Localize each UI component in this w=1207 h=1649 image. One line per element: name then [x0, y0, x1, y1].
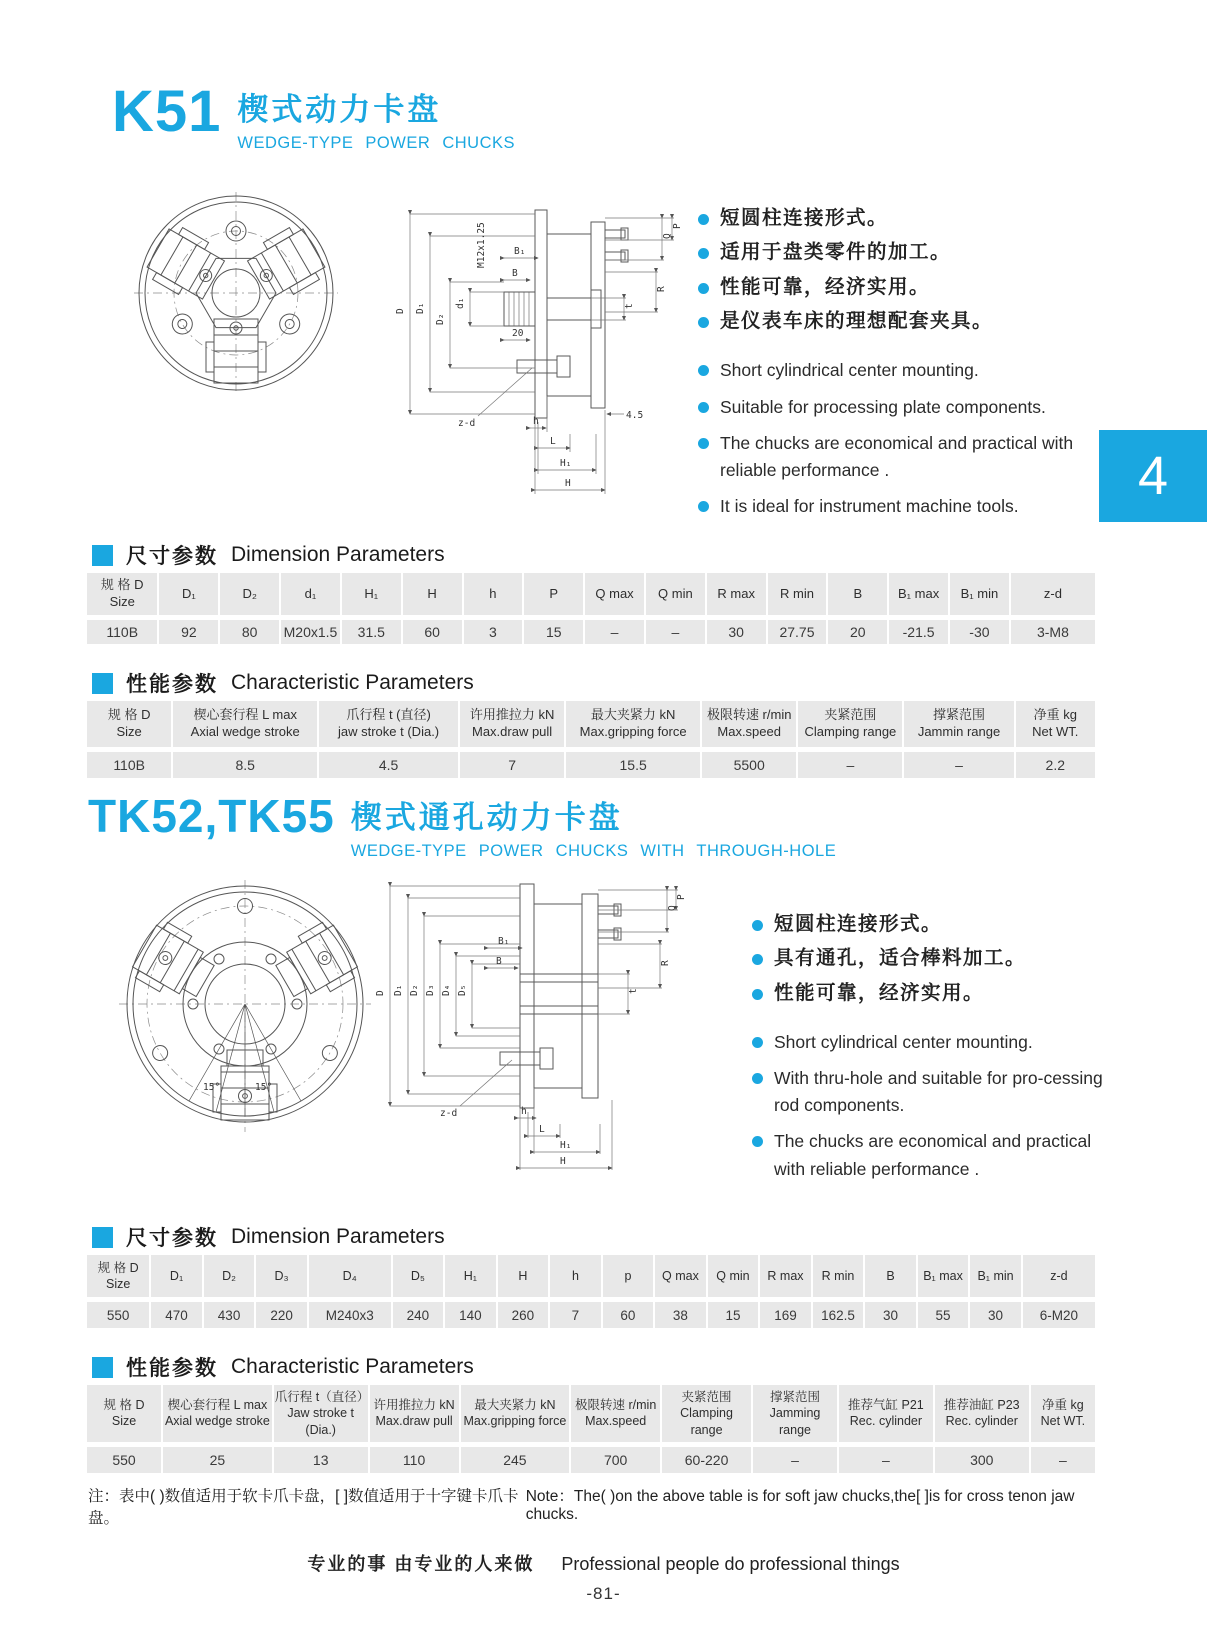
- col-header: D₃: [256, 1255, 307, 1297]
- col-header: 净重 kg Net WT.: [1031, 1385, 1095, 1442]
- k51-title-block: [112, 79, 516, 153]
- cell: 15: [524, 620, 583, 644]
- cell: –: [585, 620, 644, 644]
- k51-dimension-table: [85, 568, 1097, 649]
- col-header: 许用推拉力 kN Max.draw pull: [460, 701, 564, 747]
- tk-title-cn: 楔式通孔动力卡盘: [350, 800, 623, 835]
- cell: 7: [550, 1302, 601, 1328]
- k51-dimension-table-wrap: [85, 568, 1097, 649]
- note-en: Note：The( )on the above table is for soft jaw chucks,the[ ]is for cross tenon jaw chucks.: [525, 1488, 1075, 1523]
- bullet-icon: [752, 920, 763, 931]
- col-header: 爪行程 t (直径) jaw stroke t (Dia.): [319, 701, 458, 747]
- k51-characteristic-table-wrap: [85, 696, 1097, 783]
- cell: 550: [87, 1447, 161, 1473]
- tk-model-name: TK52,TK55: [88, 790, 335, 842]
- col-header: B₁ max: [889, 573, 948, 615]
- col-header: R max: [760, 1255, 811, 1297]
- bullet-icon: [698, 402, 709, 413]
- col-header: D₁: [159, 573, 218, 615]
- heading-en: Characteristic Parameters: [231, 1355, 474, 1378]
- col-header: 规 格 D Size: [87, 1255, 149, 1297]
- col-header: Q min: [708, 1255, 759, 1297]
- heading-cn: 尺寸参数: [126, 1227, 218, 1250]
- feature-text-cn: 性能可靠，经济实用。: [720, 275, 931, 298]
- cell: 550: [87, 1302, 149, 1328]
- dim-label-Q: Q: [667, 905, 678, 911]
- dim-label-45: 4.5: [626, 410, 644, 421]
- header-row: [87, 573, 1095, 615]
- heading-en: Dimension Parameters: [231, 543, 445, 566]
- col-header: 净重 kg Net WT.: [1016, 701, 1095, 747]
- k51-model-name: K51: [112, 79, 222, 144]
- col-header: z-d: [1011, 573, 1095, 615]
- col-header: 最大夹紧力 kN Max.gripping force: [566, 701, 700, 747]
- k51-dimension-heading: [92, 540, 445, 570]
- list-item: [698, 275, 1134, 300]
- cell: M20x1.5: [281, 620, 340, 644]
- cell: 38: [655, 1302, 706, 1328]
- feature-text-en: The chucks are economical and practical with reliable performance .: [720, 432, 1074, 480]
- cell: –: [646, 620, 705, 644]
- col-header: 楔心套行程 L max Axial wedge stroke: [173, 701, 317, 747]
- section-marker-icon: [92, 1357, 113, 1378]
- cell: 700: [571, 1447, 660, 1473]
- col-header: Q min: [646, 573, 705, 615]
- col-header: B₁ min: [970, 1255, 1021, 1297]
- cell: 3-M8: [1011, 620, 1095, 644]
- col-header: 夹紧范围 Clamping range: [662, 1385, 751, 1442]
- feature-text-cn: 性能可靠，经济实用。: [774, 981, 985, 1004]
- feature-text-cn: 是仪表车床的理想配套夹具。: [720, 310, 994, 333]
- tk-characteristic-table-wrap: [85, 1380, 1097, 1478]
- k51-title-en: WEDGE-TYPE POWER CHUCKS: [237, 134, 516, 152]
- col-header: 爪行程 t（直径） Jaw stroke t (Dia.): [274, 1385, 368, 1442]
- footer-slogan-cn: 专业的事 由专业的人来做: [307, 1554, 535, 1574]
- dim-label-zd: z-d: [440, 1108, 458, 1119]
- dim-label-H1: H₁: [560, 458, 572, 469]
- list-item: [752, 946, 1124, 971]
- col-header: R max: [707, 573, 766, 615]
- bullet-icon: [752, 1037, 763, 1048]
- col-header: B: [865, 1255, 916, 1297]
- col-header: 推荐油缸 P23 Rec. cylinder: [935, 1385, 1029, 1442]
- col-header: 极限转速 r/min Max.speed: [571, 1385, 660, 1442]
- list-item: [698, 206, 1134, 231]
- cell: -21.5: [889, 620, 948, 644]
- k51-title-text: [237, 84, 515, 153]
- cell: 4.5: [319, 752, 458, 778]
- dim-label-h: h: [521, 1106, 527, 1117]
- cell: M240x3: [309, 1302, 391, 1328]
- cell: 245: [461, 1447, 570, 1473]
- cell: 60: [403, 620, 462, 644]
- cell: 80: [220, 620, 279, 644]
- feature-text-en: Short cylindrical center mounting.: [774, 1032, 1033, 1053]
- bullet-icon: [698, 283, 709, 294]
- heading-en: Characteristic Parameters: [231, 671, 474, 694]
- col-header: D₂: [220, 573, 279, 615]
- col-header: D₂: [204, 1255, 255, 1297]
- footer-slogan: [0, 1550, 1207, 1576]
- dim-label-d1: d₁: [455, 297, 466, 309]
- feature-text-cn: 具有通孔，适合棒料加工。: [774, 947, 1027, 970]
- tk-characteristic-heading: [92, 1352, 474, 1382]
- dim-label-P: P: [676, 894, 687, 900]
- cell: 13: [274, 1447, 368, 1473]
- bullet-icon: [752, 954, 763, 965]
- feature-text-cn: 短圆柱连接形式。: [774, 913, 943, 935]
- feature-text-en: With thru-hole and suitable for pro-cessing rod components.: [774, 1068, 1103, 1116]
- list-item: [698, 240, 1134, 265]
- tk-dimension-table: [85, 1250, 1097, 1333]
- feature-text-en: Short cylindrical center mounting.: [720, 360, 979, 381]
- heading-en: Dimension Parameters: [231, 1225, 445, 1248]
- list-item: [752, 981, 1124, 1006]
- list-item: [752, 1128, 1124, 1182]
- cell: 169: [760, 1302, 811, 1328]
- dim-label-L: L: [539, 1124, 545, 1135]
- col-header: H₁: [445, 1255, 496, 1297]
- cell: 30: [707, 620, 766, 644]
- bullet-icon: [698, 365, 709, 376]
- dim-label-D3: D₃: [425, 984, 436, 996]
- col-header: 撑紧范围 Jammin range: [904, 701, 1013, 747]
- table-row: [87, 1447, 1095, 1473]
- chapter-tab: 4: [1099, 430, 1207, 522]
- header-row: [87, 1255, 1095, 1297]
- tk-front-view-drawing: [115, 878, 375, 1134]
- cell: 92: [159, 620, 218, 644]
- col-header: H₁: [342, 573, 401, 615]
- col-header: 夹紧范围 Clamping range: [798, 701, 902, 747]
- col-header: H: [498, 1255, 549, 1297]
- section-marker-icon: [92, 545, 113, 566]
- col-header: h: [550, 1255, 601, 1297]
- section-marker-icon: [92, 1227, 113, 1248]
- tk-dimension-table-wrap: [85, 1250, 1097, 1333]
- table-row: [87, 620, 1095, 644]
- dim-label-L: L: [550, 436, 556, 447]
- tk-title-en: WEDGE-TYPE POWER CHUCKS WITH THROUGH-HOLE: [350, 842, 837, 860]
- header-row: [87, 1385, 1095, 1442]
- feature-text-cn: 短圆柱连接形式。: [720, 207, 889, 229]
- tk-characteristic-table: [85, 1380, 1097, 1478]
- col-header: 楔心套行程 L max Axial wedge stroke: [163, 1385, 272, 1442]
- cell: 110: [370, 1447, 459, 1473]
- cell: 3: [464, 620, 523, 644]
- col-header: 许用推拉力 kN Max.draw pull: [370, 1385, 459, 1442]
- bullet-icon: [698, 501, 709, 512]
- k51-characteristic-table: [85, 696, 1097, 783]
- cell: 55: [918, 1302, 969, 1328]
- cell: 31.5: [342, 620, 401, 644]
- dim-label-H: H: [560, 1156, 566, 1167]
- col-header: B₁ max: [918, 1255, 969, 1297]
- table-row: [87, 1302, 1095, 1328]
- cell: 7: [460, 752, 564, 778]
- col-header: 极限转速 r/min Max.speed: [702, 701, 796, 747]
- dim-label-t: t: [628, 988, 639, 994]
- bullet-icon: [698, 214, 709, 225]
- cell: 60: [603, 1302, 654, 1328]
- dim-label-20: 20: [512, 328, 524, 339]
- bullet-icon: [752, 989, 763, 1000]
- cell: 140: [445, 1302, 496, 1328]
- cell: 15.5: [566, 752, 700, 778]
- cell: 20: [828, 620, 887, 644]
- dim-label-R: R: [660, 960, 671, 966]
- col-header: B₁ min: [950, 573, 1009, 615]
- k51-section-view-drawing: [372, 182, 692, 514]
- angle-label: 15°: [255, 1082, 273, 1093]
- dim-label-P: P: [672, 223, 683, 229]
- dim-label-R: R: [656, 286, 667, 292]
- k51-title-cn: 楔式动力卡盘: [237, 92, 442, 127]
- bullet-icon: [752, 1136, 763, 1147]
- cell: –: [904, 752, 1013, 778]
- dim-label-H: H: [565, 478, 571, 489]
- table-row: [87, 752, 1095, 778]
- dim-label-Q: Q: [662, 233, 673, 239]
- section-marker-icon: [92, 673, 113, 694]
- cell: 30: [865, 1302, 916, 1328]
- cell: 27.75: [768, 620, 827, 644]
- angle-label: 15°: [203, 1082, 221, 1093]
- dim-label-D2: D₂: [435, 313, 446, 325]
- list-item: [752, 1065, 1124, 1119]
- col-header: 最大夹紧力 kN Max.gripping force: [461, 1385, 570, 1442]
- col-header: p: [603, 1255, 654, 1297]
- cell: 110B: [87, 752, 171, 778]
- dim-label-D1: D₁: [415, 302, 426, 314]
- col-header: Q max: [585, 573, 644, 615]
- cell: 30: [970, 1302, 1021, 1328]
- dim-label-D4: D₄: [441, 984, 452, 996]
- dim-label-zd: z-d: [458, 418, 476, 429]
- feature-text-en: Suitable for processing plate components.: [720, 396, 1046, 417]
- bullet-icon: [698, 248, 709, 259]
- cell: 15: [708, 1302, 759, 1328]
- cell: –: [798, 752, 902, 778]
- dim-label-h: h: [533, 416, 539, 427]
- cell: 2.2: [1016, 752, 1095, 778]
- cell: –: [753, 1447, 837, 1473]
- bullet-icon: [698, 438, 709, 449]
- col-header: P: [524, 573, 583, 615]
- dim-label-D: D: [395, 308, 406, 314]
- k51-characteristic-heading: [92, 668, 474, 698]
- page-number: -81-: [586, 1584, 621, 1603]
- dim-label-H1: H₁: [560, 1140, 572, 1151]
- cell: –: [839, 1447, 933, 1473]
- col-header: B: [828, 573, 887, 615]
- cell: 25: [163, 1447, 272, 1473]
- cell: 60-220: [662, 1447, 751, 1473]
- dim-label-D5: D₅: [457, 984, 468, 996]
- bullet-icon: [698, 317, 709, 328]
- list-item: [698, 357, 1134, 384]
- col-header: 撑紧范围 Jamming range: [753, 1385, 837, 1442]
- dim-label-B: B: [496, 956, 502, 967]
- tk-feature-list: [752, 912, 1124, 1192]
- heading-cn: 尺寸参数: [126, 545, 218, 568]
- k51-feature-list: [698, 206, 1134, 529]
- col-header: 规 格 D Size: [87, 573, 157, 615]
- cell: 8.5: [173, 752, 317, 778]
- cell: 162.5: [813, 1302, 864, 1328]
- dim-label-t: t: [624, 303, 635, 309]
- dim-label-thread: M12x1.25: [476, 222, 487, 268]
- col-header: R min: [768, 573, 827, 615]
- col-header: 规 格 D Size: [87, 701, 171, 747]
- table-note: [88, 1484, 1100, 1528]
- dim-label-B1: B₁: [514, 246, 526, 257]
- col-header: R min: [813, 1255, 864, 1297]
- col-header: D₅: [393, 1255, 444, 1297]
- header-row: [87, 701, 1095, 747]
- cell: 430: [204, 1302, 255, 1328]
- col-header: z-d: [1023, 1255, 1095, 1297]
- dim-label-B: B: [512, 268, 518, 279]
- cell: 220: [256, 1302, 307, 1328]
- cell: 6-M20: [1023, 1302, 1095, 1328]
- col-header: 推荐气缸 P21 Rec. cylinder: [839, 1385, 933, 1442]
- heading-cn: 性能参数: [126, 673, 218, 696]
- cell: 470: [151, 1302, 202, 1328]
- col-header: Q max: [655, 1255, 706, 1297]
- list-item: [752, 1029, 1124, 1056]
- footer-slogan-en: Professional people do professional things: [561, 1554, 900, 1574]
- list-item: [698, 493, 1134, 520]
- feature-text-cn: 适用于盘类零件的加工。: [720, 241, 952, 264]
- dim-label-D: D: [375, 990, 386, 996]
- col-header: 规 格 D Size: [87, 1385, 161, 1442]
- cell: -30: [950, 620, 1009, 644]
- dim-label-D2: D₂: [409, 984, 420, 996]
- heading-cn: 性能参数: [126, 1357, 218, 1380]
- tk-title-block: [88, 792, 836, 861]
- dim-label-B1: B₁: [498, 936, 510, 947]
- tk-dimension-heading: [92, 1222, 445, 1252]
- col-header: D₄: [309, 1255, 391, 1297]
- bullet-icon: [752, 1073, 763, 1084]
- col-header: D₁: [151, 1255, 202, 1297]
- col-header: h: [464, 573, 523, 615]
- cell: 5500: [702, 752, 796, 778]
- cell: 110B: [87, 620, 157, 644]
- note-cn: 注：表中( )数值适用于软卡爪卡盘，[ ]数值适用于十字键卡爪卡盘。: [88, 1488, 519, 1527]
- k51-front-view-drawing: [130, 190, 342, 396]
- list-item: [698, 394, 1134, 421]
- cell: 240: [393, 1302, 444, 1328]
- feature-text-en: The chucks are economical and practical with reliable performance .: [774, 1131, 1092, 1179]
- feature-text-en: It is ideal for instrument machine tools.: [720, 495, 1019, 516]
- list-item: [698, 309, 1134, 334]
- cell: 300: [935, 1447, 1029, 1473]
- cell: –: [1031, 1447, 1095, 1473]
- col-header: H: [403, 573, 462, 615]
- list-item: [752, 912, 1124, 937]
- cell: 260: [498, 1302, 549, 1328]
- col-header: d₁: [281, 573, 340, 615]
- list-item: [698, 430, 1134, 484]
- tk-title-text: [351, 792, 836, 861]
- tk-section-view-drawing: [360, 856, 700, 1174]
- dim-label-D1: D₁: [393, 984, 404, 996]
